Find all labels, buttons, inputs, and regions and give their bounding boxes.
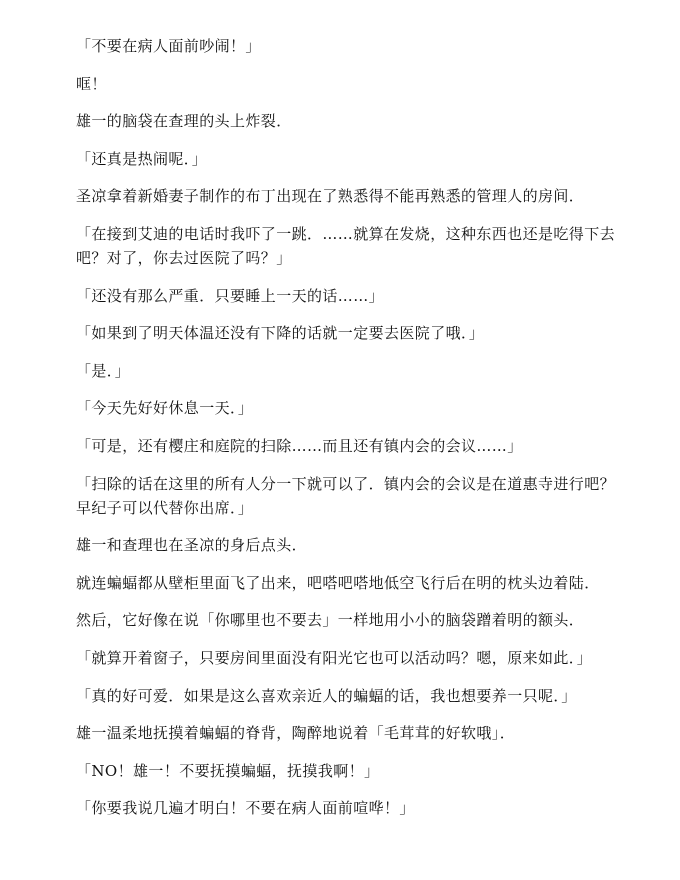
paragraph: 「可是，还有樱庄和庭院的扫除……而且还有镇内会的会议……」 [76, 436, 523, 455]
paragraph: 「NO！雄一！不要抚摸蝙蝠，抚摸我啊！」 [76, 761, 380, 780]
paragraph: 「今天先好好休息一天．」 [76, 399, 254, 418]
paragraph: 「还没有那么严重．只要睡上一天的话……」 [76, 286, 385, 305]
paragraph: 雄一和查理也在圣凉的身后点头． [76, 536, 308, 555]
paragraph: 「扫除的话在这里的所有人分一下就可以了．镇内会的会议是在道惠寺进行吧？早纪子可以代替你出席．」 [76, 474, 616, 517]
paragraph: 哐！ [76, 74, 107, 93]
paragraph: 「就算开着窗子，只要房间里面没有阳光它也可以活动吗？嗯，原来如此．」 [76, 648, 593, 667]
paragraph: 「真的好可爱．如果是这么喜欢亲近人的蝙蝠的话，我也想要养一只呢．」 [76, 686, 577, 705]
paragraph: 「是．」 [76, 361, 131, 380]
paragraph: 雄一的脑袋在查理的头上炸裂． [76, 112, 292, 131]
paragraph: 「还真是热闹呢．」 [76, 149, 208, 168]
paragraph: 圣凉拿着新婚妻子制作的布丁出现在了熟悉得不能再熟悉的管理人的房间． [76, 187, 585, 206]
paragraph: 然后，它好像在说「你哪里也不要去」一样地用小小的脑袋蹭着明的额头． [76, 611, 585, 630]
paragraph: 「在接到艾迪的电话时我吓了一跳．……就算在发烧，这种东西也还是吃得下去吧？对了，你去过医院了吗？」 [76, 224, 616, 267]
paragraph: 雄一温柔地抚摸着蝙蝠的脊背，陶醉地说着「毛茸茸的好软哦」． [76, 724, 516, 743]
paragraph: 「如果到了明天体温还没有下降的话就一定要去医院了哦．」 [76, 324, 485, 343]
paragraph: 就连蝙蝠都从壁柜里面飞了出来，吧嗒吧嗒地低空飞行后在明的枕头边着陆． [76, 573, 600, 592]
paragraph: 「你要我说几遍才明白！不要在病人面前喧哗！」 [76, 799, 415, 818]
paragraph: 「不要在病人面前吵闹！」 [76, 37, 261, 55]
